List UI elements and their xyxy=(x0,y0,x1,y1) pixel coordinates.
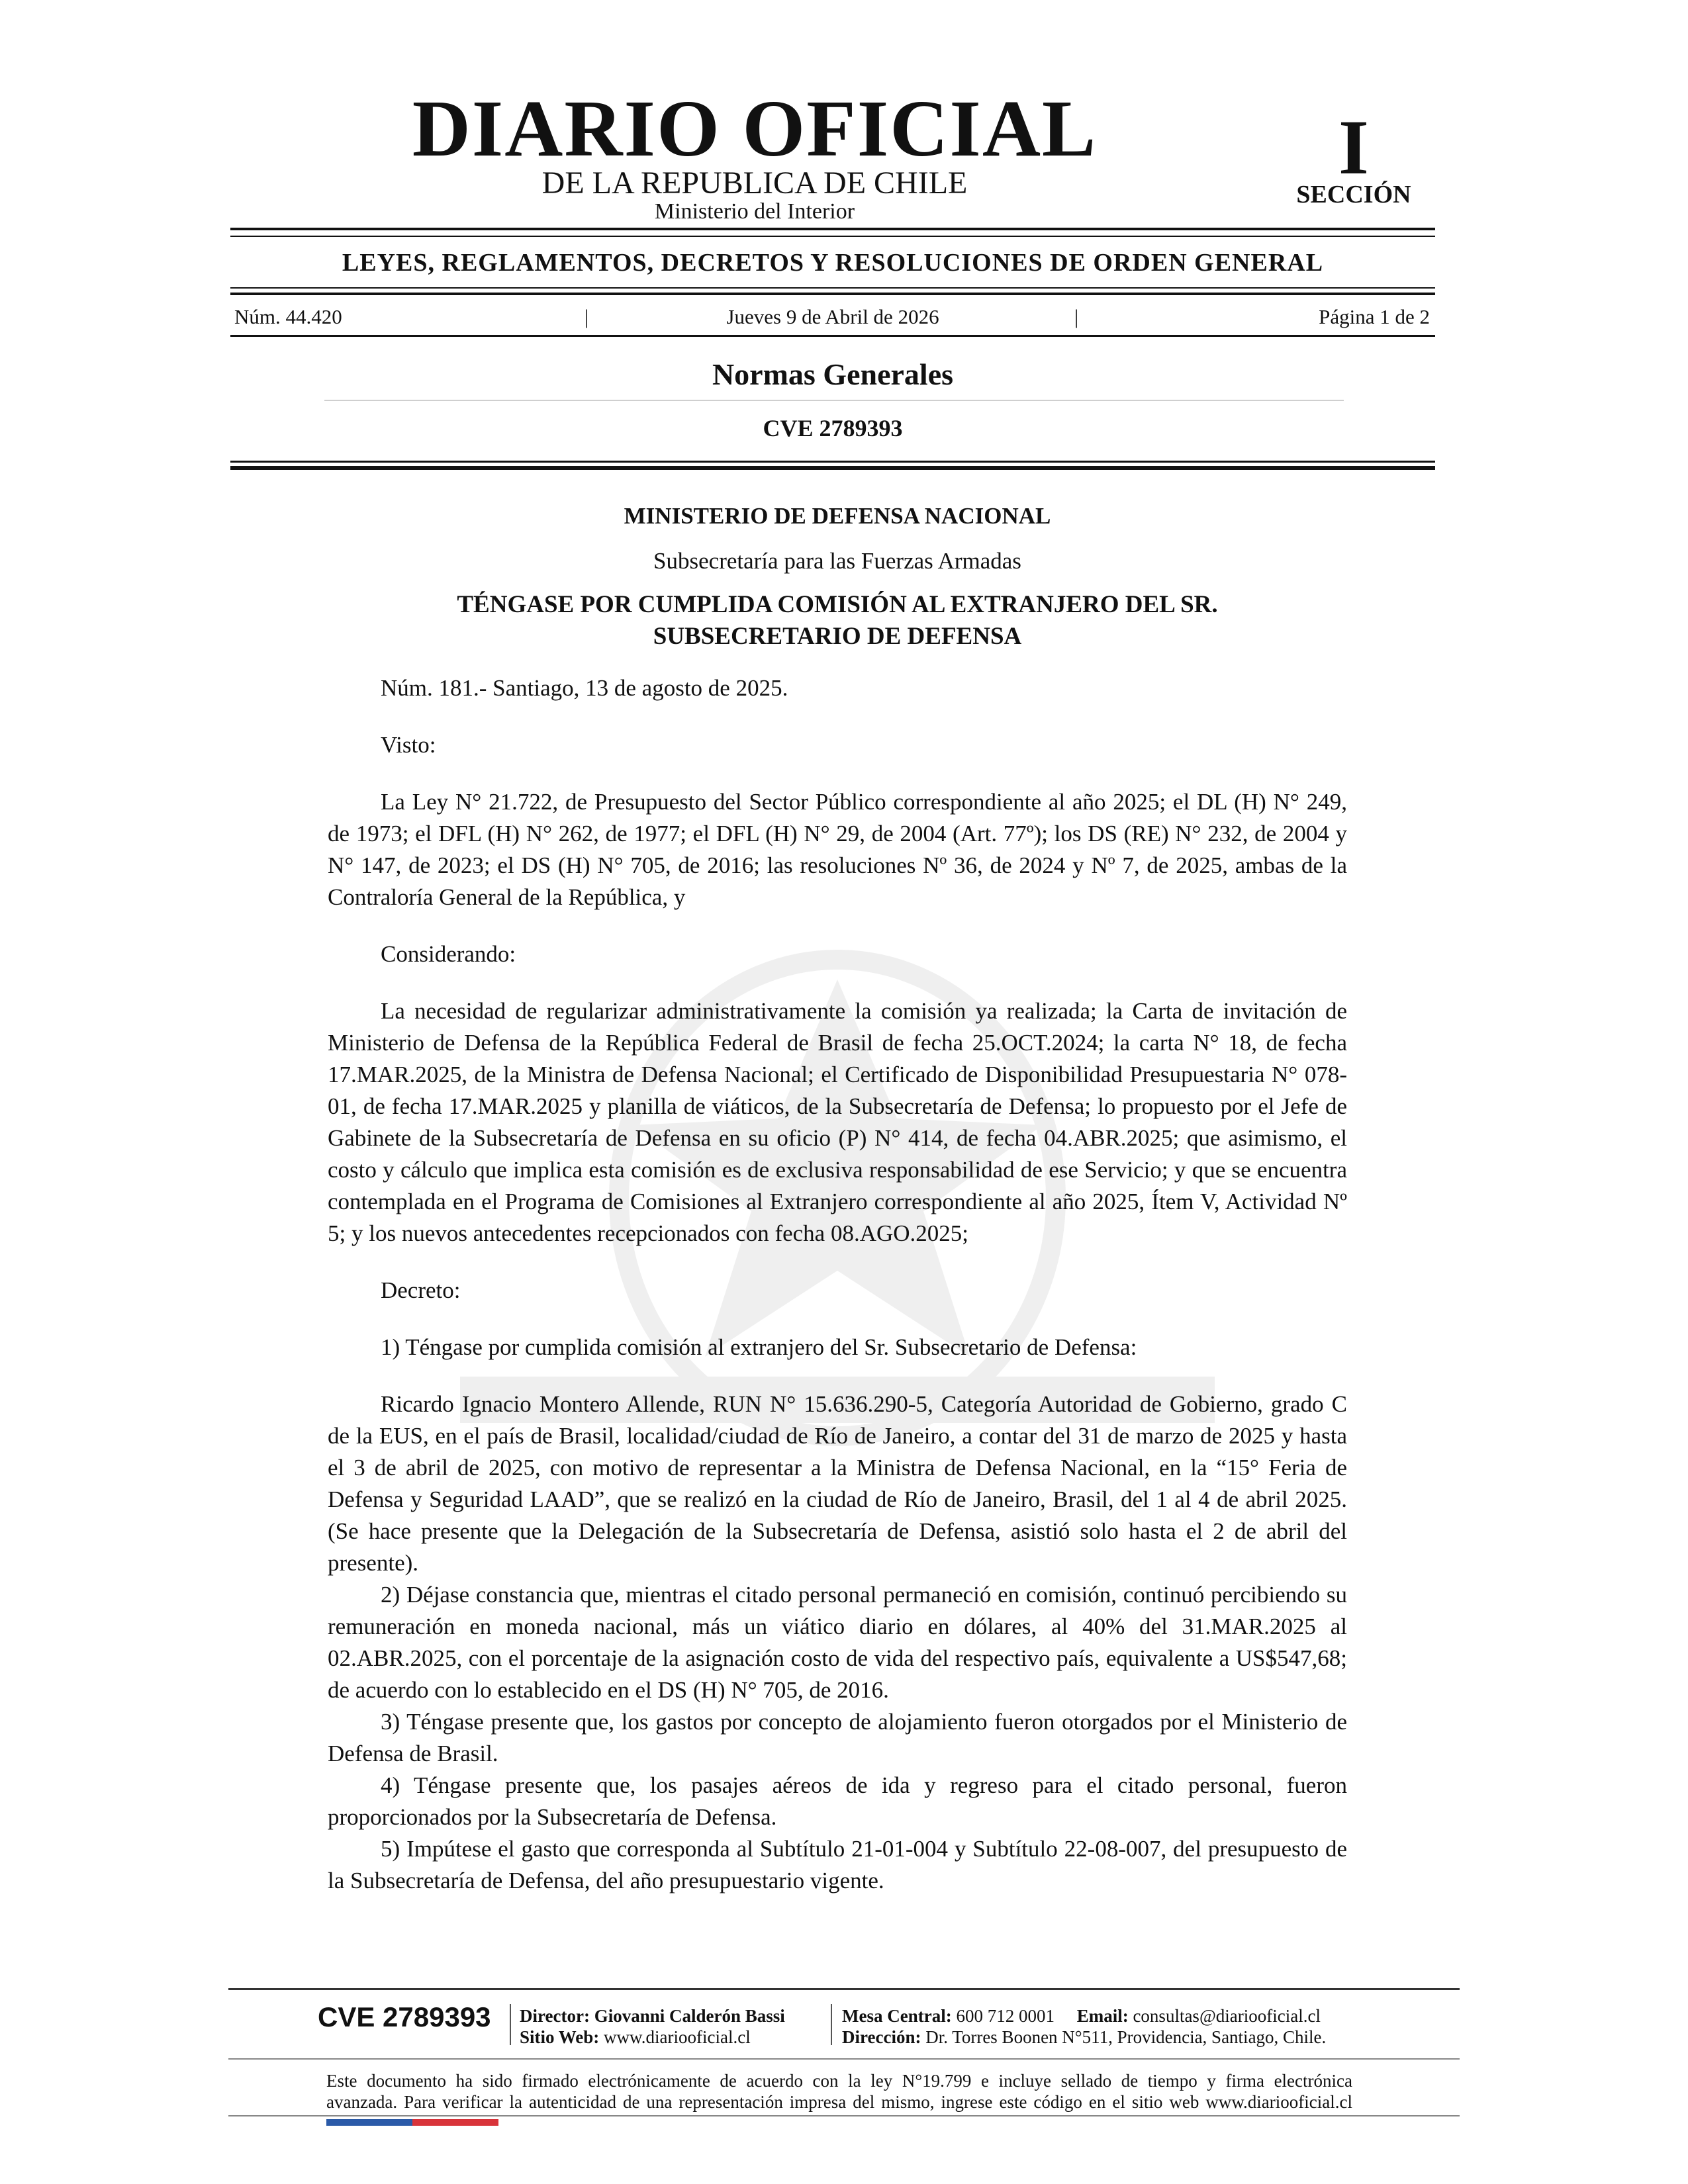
address-value: Dr. Torres Boonen N°511, Providencia, Santiago, Chile. xyxy=(925,2027,1327,2047)
band-rule-2 xyxy=(230,293,1435,295)
section-divider xyxy=(324,400,1344,401)
issue-number: Núm. 44.420 xyxy=(234,305,342,328)
document-title-line1: TÉNGASE POR CUMPLIDA COMISIÓN AL EXTRANJERO DEL SR. xyxy=(457,591,1218,618)
director-value: Giovanni Calderón Bassi xyxy=(594,2006,785,2026)
section-cve: CVE 2789393 xyxy=(763,415,903,441)
band-title: LEYES, REGLAMENTOS, DECRETOS Y RESOLUCIONES DE ORDEN GENERAL xyxy=(342,249,1324,277)
decreto-label: Decreto: xyxy=(381,1277,461,1303)
document-title-line2: SUBSECRETARIO DE DEFENSA xyxy=(653,623,1022,650)
email-link[interactable]: consultas@diariooficial.cl xyxy=(1133,2006,1321,2026)
director-label: Director: xyxy=(520,2006,590,2026)
decreto-item-4: 4) Téngase presente que, los pasajes aéreos de ida y regreso para el citado personal, fueron proporcionados por la Subsecretaría de Defensa. xyxy=(328,1772,1347,1830)
decreto-item-5: 5) Impútese el gasto que corresponda al Subtítulo 21-01-004 y Subtítulo 22-08-007, del presupuesto de la Subsecretaría de Defensa, del año presupuestario vigente. xyxy=(328,1836,1347,1893)
footer-rule-bottom xyxy=(228,2115,1460,2116)
footer-note-line2: avanzada. Para verificar la autenticidad de una representación impresa del mismo, ingrese este código en el sitio web www.diariooficial.cl xyxy=(326,2092,1352,2112)
flag-red-segment xyxy=(412,2119,498,2126)
site-link[interactable]: www.diariooficial.cl xyxy=(604,2027,751,2047)
chile-flag-strip xyxy=(326,2119,498,2126)
visto-paragraph: La Ley N° 21.722, de Presupuesto del Sector Público correspondiente al año 2025; el DL (H) N° 249, de 1973; el DFL (H) N° 262, de 1977; el DFL (H) N° 29, de 2004 (Art. 77º); los DS (RE) N° 232, de 2004 y N° 147, de 2023; el DS (H) N° 705, de 2016; las resoluciones Nº 36, de 2024 y Nº 7, de 2025, ambas de la Contraloría General de la República, y xyxy=(328,789,1347,910)
issue-rule xyxy=(230,335,1435,337)
issue-separator: | xyxy=(585,305,589,328)
footer-director-block xyxy=(520,2005,785,2048)
document-ministry: MINISTERIO DE DEFENSA NACIONAL xyxy=(624,503,1051,529)
visto-label: Visto: xyxy=(381,732,436,758)
header-rule-top-thin xyxy=(230,236,1435,237)
footer-signature-note xyxy=(326,2070,1352,2113)
masthead-subtitle: DE LA REPUBLICA DE CHILE xyxy=(541,165,968,201)
section-rule-1 xyxy=(230,461,1435,463)
document-body xyxy=(328,500,1347,1897)
document-number-date: Núm. 181.- Santiago, 13 de agosto de 2025. xyxy=(381,675,788,701)
document-title xyxy=(328,589,1347,653)
issue-page: Página 1 de 2 xyxy=(1319,305,1430,328)
decreto-item-2: 2) Déjase constancia que, mientras el citado personal permaneció en comisión, continuó percibiendo su remuneración en moneda nacional, más un viático diario en dólares, al 40% del 31.MAR.2025 al 02.ABR.2025, con el porcentaje de la asignación costo de vida del respectivo país, equivalente a US$547,68; de acuerdo con lo establecido en el DS (H) N° 705, de 2016. xyxy=(328,1582,1347,1703)
flag-blue-segment xyxy=(326,2119,412,2126)
section-label: SECCIÓN xyxy=(1296,181,1411,208)
phone-label: Mesa Central: xyxy=(842,2006,952,2026)
masthead xyxy=(228,86,1433,225)
footer-separator xyxy=(510,2004,511,2045)
site-label: Sitio Web: xyxy=(520,2027,600,2047)
masthead-ministry: Ministerio del Interior xyxy=(654,199,855,224)
footer-rule-middle xyxy=(228,2058,1460,2060)
header-rule-top xyxy=(230,228,1435,230)
footer-note-line1: Este documento ha sido firmado electrónicamente de acuerdo con la ley N°19.799 e incluye sellado de tiempo y firma electrónica xyxy=(326,2071,1352,2091)
phone-value: 600 712 0001 xyxy=(956,2006,1055,2026)
section-number: I xyxy=(1338,104,1369,191)
footer-rule-top xyxy=(228,1988,1460,1990)
footer-contact-block xyxy=(842,2005,1326,2048)
decreto-item-3: 3) Téngase presente que, los gastos por concepto de alojamiento fueron otorgados por el Ministerio de Defensa de Brasil. xyxy=(328,1709,1347,1766)
considerando-label: Considerando: xyxy=(381,941,516,967)
band-rule-1 xyxy=(230,287,1435,289)
considerando-paragraph: La necesidad de regularizar administrativamente la comisión ya realizada; la Carta de invitación de Ministerio de Defensa de la República Federal de Brasil de fecha 25.OCT.2024; la carta N° 18, de fecha 17.MAR.2025, de la Ministra de Defensa Nacional; el Certificado de Disponibilidad Presupuestaria N° 078-01, de fecha 17.MAR.2025 y planilla de viáticos, de la Subsecretaría de Defensa; lo propuesto por el Jefe de Gabinete de la Subsecretaría de Defensa en su oficio (P) N° 414, de fecha 04.ABR.2025; que asimismo, el costo y cálculo que implica esta comisión es de exclusiva responsabilidad de ese Servicio; y que se encuentra contemplada en el Programa de Comisiones al Extranjero correspondiente al año 2025, Ítem V, Actividad Nº 5; y los nuevos antecedentes recepcionados con fecha 08.AGO.2025; xyxy=(328,998,1347,1246)
decreto-item-1: 1) Téngase por cumplida comisión al extranjero del Sr. Subsecretario de Defensa: xyxy=(381,1334,1137,1360)
address-label: Dirección: xyxy=(842,2027,921,2047)
section-title: Normas Generales xyxy=(712,357,954,391)
document-subsecretaria: Subsecretaría para las Fuerzas Armadas xyxy=(653,548,1021,574)
issue-separator: | xyxy=(1074,305,1079,328)
issue-info-row xyxy=(230,302,1435,332)
section-rule-2 xyxy=(230,466,1435,470)
masthead-title: DIARIO OFICIAL xyxy=(412,84,1098,173)
decreto-item-1-detail: Ricardo Ignacio Montero Allende, RUN N° 15.636.290-5, Categoría Autoridad de Gobierno, grado C de la EUS, en el país de Brasil, localidad/ciudad de Río de Janeiro, a contar del 31 de marzo de 2025 y hasta el 3 de abril de 2025, con motivo de representar a la Ministra de Defensa Nacional, en la “15° Feria de Defensa y Seguridad LAAD”, que se realizó en la ciudad de Río de Janeiro, Brasil, del 1 al 4 de abril 2025. (Se hace presente que la Delegación de la Subsecretaría de Defensa, asistió solo hasta el 2 de abril del presente). xyxy=(328,1391,1347,1576)
issue-date: Jueves 9 de Abril de 2026 xyxy=(726,305,939,328)
footer-separator xyxy=(831,2004,832,2045)
footer-cve: CVE 2789393 xyxy=(318,2001,491,2032)
email-label: Email: xyxy=(1076,2006,1129,2026)
